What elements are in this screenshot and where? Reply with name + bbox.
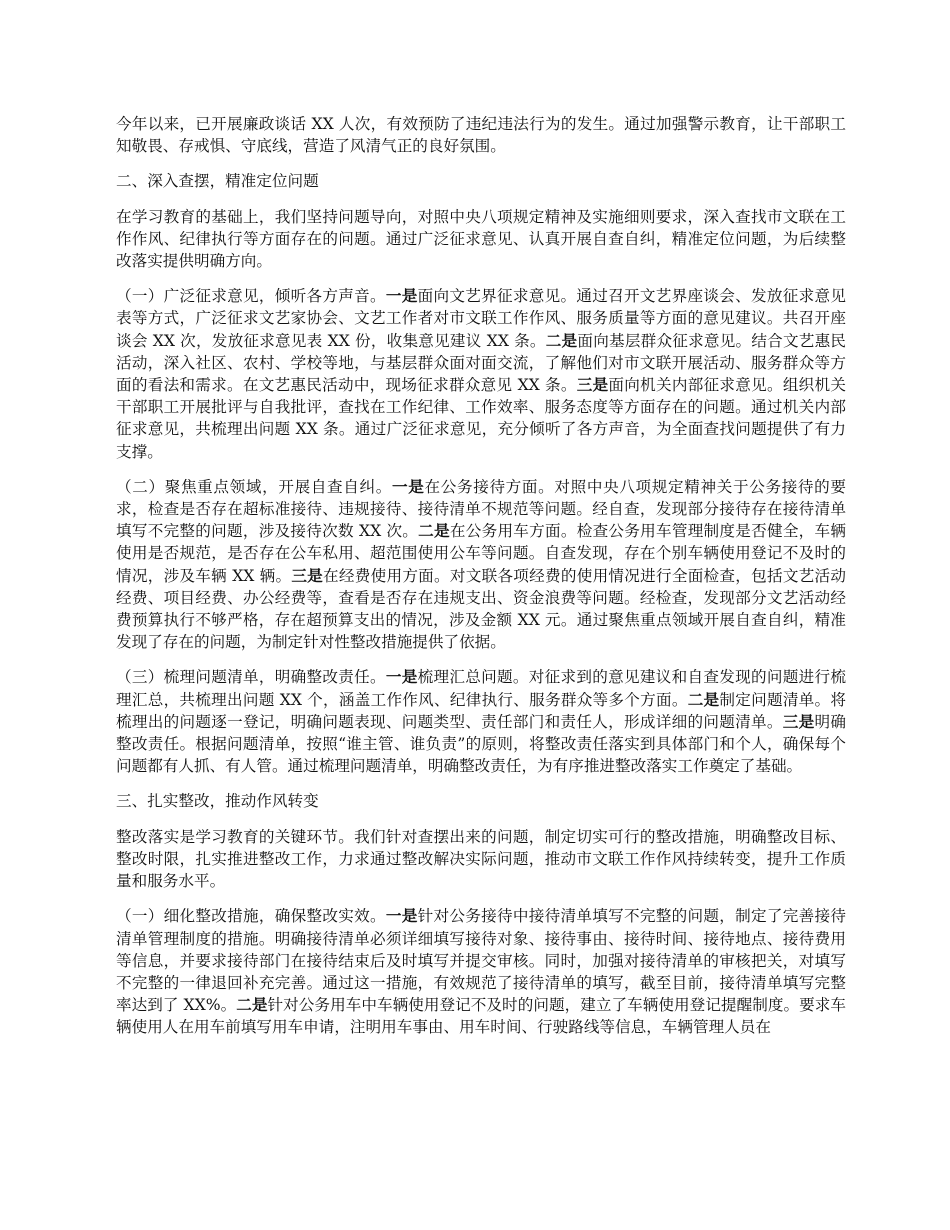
body-paragraph: [116, 826, 846, 893]
paragraph-text: 面向基层群众征求意见。结合文艺惠民活动，深入社区、农村、学校等地，与基层群众面对面交流，了解他们对市文联开展活动、服务群众等方面的看法和需求。在文艺惠民活动中，现场征求群众意见 XX 条。: [116, 331, 846, 395]
ordinal-marker: 一是: [392, 476, 425, 496]
paragraph-text: 面向机关内部征求意见。组织机关干部职工开展批评与自我批评，查找在工作纪律、工作效率、服务态度等方面存在的问题。通过机关内部征求意见，共梳理出问题 XX 条。通过广泛征求意见，充分倾听了各方声音，为全面查找问题提供了有力支撑。: [116, 376, 846, 461]
paragraph-text: 在公务接待方面。对照中央八项规定精神关于公务接待的要求，检查是否存在超标准接待、违规接待、接待清单不规范等问题。经自查，发现部分接待存在接待清单填写不完整的问题，涉及接待次数 XX 次。: [116, 477, 846, 541]
paragraph-text: 今年以来，已开展廉政谈话 XX 人次，有效预防了违纪违法行为的发生。通过加强警示教育，让干部职工知敬畏、存戒惧、守底线，营造了风清气正的良好氛围。: [116, 115, 846, 156]
paragraph-text: 面向文艺界征求意见。通过召开文艺界座谈会、发放征求意见表等方式，广泛征求文艺家协会、文艺工作者对市文联工作作风、服务质量等方面的意见建议。共召开座谈会 XX 次，发放征求意见表 XX 份，收集意见建议 XX 条。: [116, 287, 846, 350]
ordinal-marker: 一是: [385, 906, 418, 926]
body-paragraph: [116, 113, 846, 157]
paragraph-text: 整改落实是学习教育的关键环节。我们针对查摆出来的问题，制定切实可行的整改措施，明确整改目标、整改时限，扎实推进整改工作，力求通过整改解决实际问题，推动市文联工作作风持续转变，提升工作质量和服务水平。: [116, 827, 846, 891]
section-heading: 二、深入查摆，精准定位问题: [116, 172, 319, 191]
paragraph-text: 在学习教育的基础上，我们坚持问题导向，对照中央八项规定精神及实施细则要求，深入查找市文联在工作作风、纪律执行等方面存在的问题。通过广泛征求意见、认真开展自查自纠，精准定位问题，为后续整改落实提供明确方向。: [116, 207, 846, 271]
paragraph-text: 在公务用车方面。检查公务用车管理制度是否健全，车辆使用是否规范，是否存在公车私用、超范围使用公车等问题。自查发现，存在个别车辆使用登记不及时的情况，涉及车辆 XX 辆。: [116, 522, 846, 585]
ordinal-marker: 三是: [576, 375, 609, 395]
section-heading: 三、扎实整改，推动作风转变: [116, 792, 319, 811]
paragraph-text: 梳理汇总问题。对征求到的意见建议和自查发现的问题进行梳理汇总，共梳理出问题 XX 个，涵盖工作作风、纪律执行、服务群众等多个方面。: [116, 668, 846, 709]
ordinal-marker: 二是: [236, 995, 268, 1015]
ordinal-marker: 三是: [782, 711, 815, 731]
body-paragraph: [116, 666, 846, 777]
body-paragraph: [116, 905, 846, 1038]
ordinal-marker: 一是: [385, 286, 418, 306]
paragraph-text: 针对公务接待中接待清单填写不完整的问题，制定了完善接待清单管理制度的措施。明确接待清单必须详细填写接待对象、接待事由、接待时间、接待地点、接待费用等信息，并要求接待部门在接待结束后及时填写并提交审核。同时，加强对接待清单的审核把关，对填写不完整的一律退回补充完善。通过这一措施，有效规范了接待清单的填写，截至目前，接待清单填写完整率达到了 XX%。: [116, 907, 846, 1015]
paragraph-text: （二）聚焦重点领域，开展自查自纠。: [116, 477, 393, 496]
body-paragraph: [116, 476, 846, 654]
paragraph-text: 在经费使用方面。对文联各项经费的使用情况进行全面检查，包括文艺活动经费、项目经费、办公经费等，查看是否存在违规支出、资金浪费等问题。经检查，发现部分文艺活动经费预算执行不够严格，存在超预算支出的情况，涉及金额 XX 元。通过聚焦重点领域开展自查自纠，精准发现了存在的问题，为制定针对性整改措施提供了依据。: [116, 566, 846, 652]
ordinal-marker: 三是: [291, 565, 324, 585]
body-paragraph: [116, 285, 846, 463]
paragraph-text: 针对公务用车中车辆使用登记不及时的问题，建立了车辆使用登记提醒制度。要求车辆使用人在用车前填写用车申请，注明用车事由、用车时间、行驶路线等信息，车辆管理人员在: [116, 996, 846, 1037]
paragraph-text: 明确整改责任。根据问题清单，按照“谁主管、谁负责”的原则，将整改责任落实到具体部门和个人，确保每个问题都有人抓、有人管。通过梳理问题清单，明确整改责任，为有序推进整改落实工作奠定了基础。: [116, 712, 846, 776]
ordinal-marker: 二是: [545, 330, 578, 350]
paragraph-text: （一）广泛征求意见，倾听各方声音。: [116, 287, 386, 306]
ordinal-marker: 一是: [385, 667, 418, 687]
ordinal-marker: 二是: [418, 521, 450, 541]
paragraph-text: （三）梳理问题清单，明确整改责任。: [116, 668, 386, 687]
paragraph-text: 制定问题清单。将梳理出的问题逐一登记，明确问题表现、问题类型、责任部门和责任人，形成详细的问题清单。: [116, 690, 846, 731]
document-page: [116, 113, 846, 1052]
ordinal-marker: 二是: [687, 689, 720, 709]
paragraph-text: （一）细化整改措施，确保整改实效。: [116, 907, 386, 926]
body-paragraph: [116, 206, 846, 273]
